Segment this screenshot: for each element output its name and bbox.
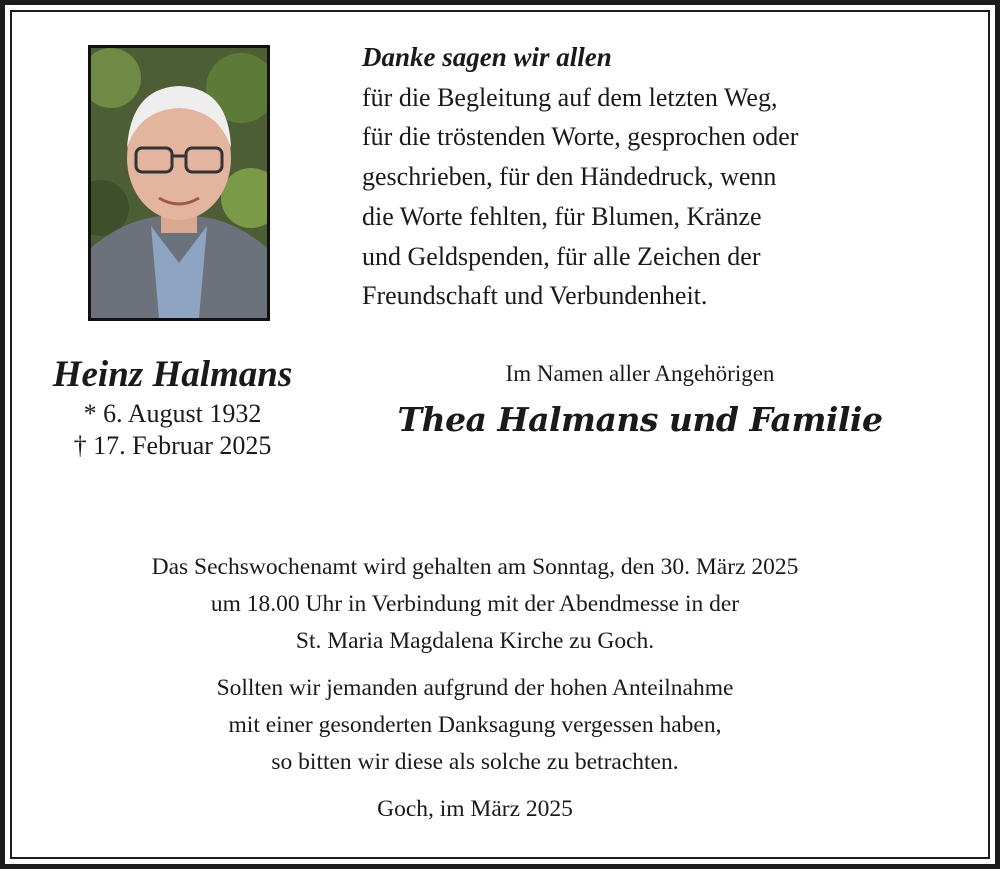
family-signature [390, 358, 890, 450]
thanks-line: die Worte fehlten, für Blumen, Kränze [362, 201, 762, 231]
portrait-photo [88, 45, 270, 321]
service-line: um 18.00 Uhr in Verbindung mit der Abendmesse in der [210, 591, 740, 617]
thanks-line: für die tröstenden Worte, gesprochen oder [362, 122, 799, 152]
thanks-line: geschrieben, für den Händedruck, wenn [362, 162, 777, 192]
service-line: St. Maria Magdalena Kirche zu Goch. [295, 628, 655, 654]
place-date: Goch, im März 2025 [377, 796, 573, 822]
death-date: † 17. Februar 2025 [73, 431, 272, 460]
thanks-line: Freundschaft und Verbundenheit. [362, 281, 708, 311]
apology-line: mit einer gesonderten Danksagung vergessen haben, [228, 712, 722, 738]
birth-date: * 6. August 1932 [83, 399, 262, 428]
on-behalf-text: Im Namen aller Angehörigen [505, 361, 775, 386]
thanks-line: für die Begleitung auf dem letzten Weg, [362, 82, 778, 112]
thanks-title: Danke sagen wir allen [362, 42, 612, 72]
thanks-line: und Geldspenden, für alle Zeichen der [362, 241, 761, 271]
service-line: Das Sechswochenamt wird gehalten am Sonntag, den 30. März 2025 [151, 554, 799, 580]
deceased-name: Heinz Halmans [52, 354, 293, 395]
service-paragraph [20, 549, 930, 660]
apology-line: Sollten wir jemanden aufgrund der hohen Anteilnahme [216, 675, 734, 701]
apology-line: so bitten wir diese als solche zu betrachten. [271, 749, 679, 775]
service-info [20, 549, 930, 828]
thanks-text [362, 38, 922, 316]
family-name: Thea Halmans und Familie [397, 400, 883, 439]
deceased-info [20, 352, 325, 462]
apology-paragraph [20, 670, 930, 781]
